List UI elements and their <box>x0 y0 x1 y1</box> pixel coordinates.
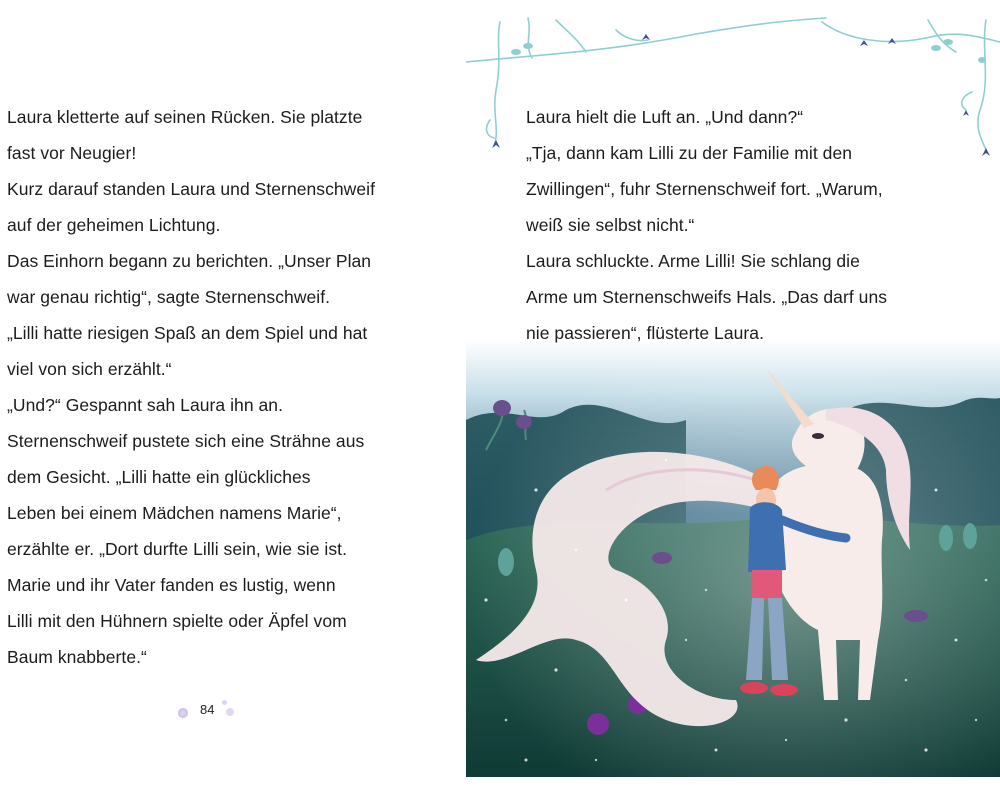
page-number: 84 <box>200 702 215 717</box>
left-line-5: Das Einhorn begann zu berichten. „Unser Plan <box>7 251 372 271</box>
sparkle-dot-small-icon <box>222 700 227 705</box>
right-line-3: Zwillingen“, fuhr Sternenschweif fort. „Warum, <box>526 179 883 199</box>
left-line-13: erzählte er. „Dort durfte Lilli sein, wie sie ist. <box>7 539 347 559</box>
sparkle-dots-icon <box>178 708 188 718</box>
page-number-area <box>176 700 236 724</box>
left-line-14: Marie und ihr Vater fanden es lustig, wenn <box>7 575 336 595</box>
right-line-5: Laura schluckte. Arme Lilli! Sie schlang die <box>526 251 860 271</box>
left-line-8: viel von sich erzählt.“ <box>7 359 172 379</box>
left-page-text <box>7 99 457 675</box>
right-line-7: nie passieren“, flüsterte Laura. <box>526 323 764 343</box>
right-line-2: „Tja, dann kam Lilli zu der Familie mit den <box>526 143 853 163</box>
left-line-7: „Lilli hatte riesigen Spaß an dem Spiel und hat <box>7 323 368 343</box>
left-line-10: Sternenschweif pustete sich eine Strähne aus <box>7 431 365 451</box>
left-line-12: Leben bei einem Mädchen namens Marie“, <box>7 503 342 523</box>
left-line-2: fast vor Neugier! <box>7 143 137 163</box>
unicorn-hug-illustration <box>466 340 1000 777</box>
right-line-4: weiß sie selbst nicht.“ <box>526 215 695 235</box>
right-page <box>466 0 1000 800</box>
left-line-11: dem Gesicht. „Lilli hatte ein glückliches <box>7 467 311 487</box>
right-page-text <box>526 99 986 351</box>
left-line-6: war genau richtig“, sagte Sternenschweif. <box>7 287 331 307</box>
left-line-16: Baum knabberte.“ <box>7 647 147 667</box>
sparkle-dot-right-icon <box>226 708 234 716</box>
left-line-4: auf der geheimen Lichtung. <box>7 215 221 235</box>
right-line-1: Laura hielt die Luft an. „Und dann?“ <box>526 107 804 127</box>
left-line-3: Kurz darauf standen Laura und Sternenschweif <box>7 179 375 199</box>
left-line-1: Laura kletterte auf seinen Rücken. Sie platzte <box>7 107 363 127</box>
right-line-6: Arme um Sternenschweifs Hals. „Das darf uns <box>526 287 888 307</box>
left-page <box>0 0 466 800</box>
left-line-15: Lilli mit den Hühnern spielte oder Äpfel vom <box>7 611 347 631</box>
left-line-9: „Und?“ Gespannt sah Laura ihn an. <box>7 395 283 415</box>
